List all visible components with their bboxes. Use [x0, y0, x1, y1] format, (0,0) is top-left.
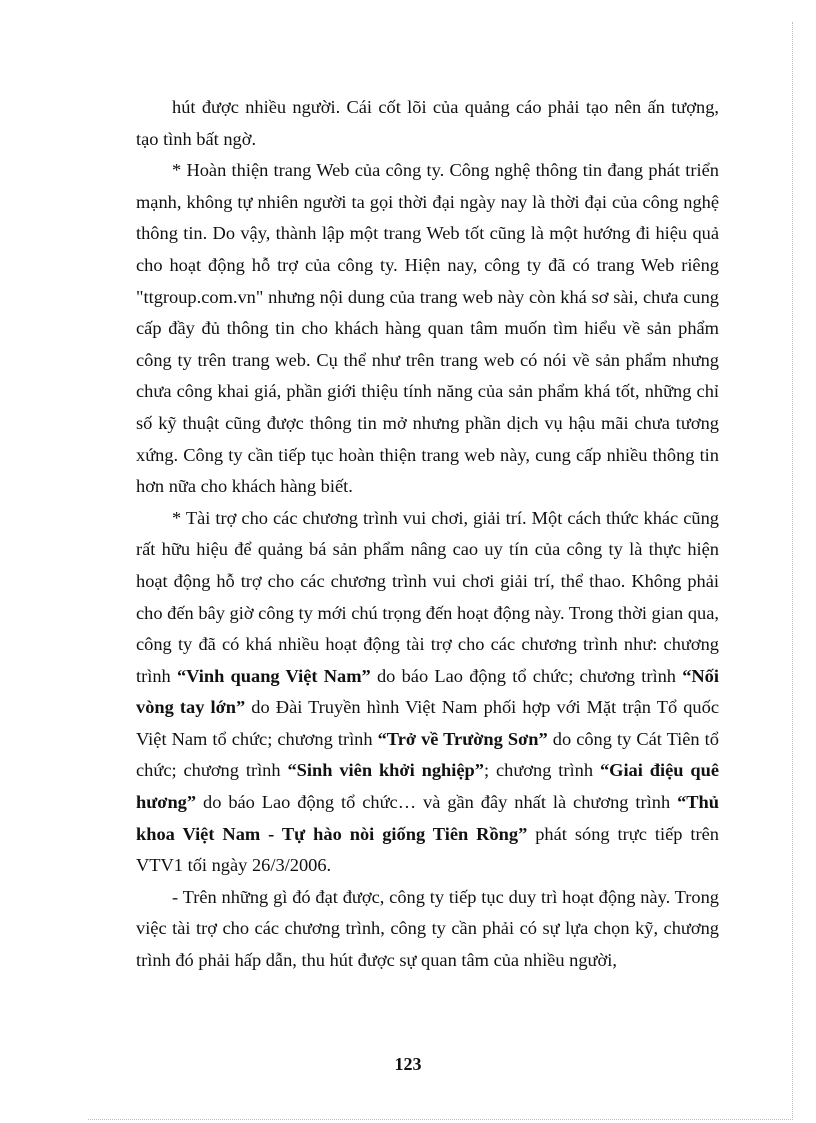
text-run: phát sóng trực tiếp trên VTV1 tối ngày 26/3/2006.: [136, 823, 719, 876]
text-run: - Trên những gì đó đạt được, công ty tiếp tục duy trì hoạt động này. Trong việc tài trợ cho các chương trình, công ty cần phải có sự lựa chọn kỹ, chương trình đó phải hấp dẫn, thu hút được sự quan tâm của nhiều người,: [136, 886, 719, 971]
bold-program-name: “Giai điệu quê hương”: [136, 760, 719, 813]
text-run: do Đài Truyền hình Việt Nam phối hợp với Mặt trận Tổ quốc Việt Nam tổ chức; chương trình: [136, 697, 719, 749]
text-run: hút được nhiều người. Cái cốt lõi của quảng cáo phải tạo nên ấn tượng, tạo tình bất ngờ.: [136, 97, 719, 149]
text-run: * Tài trợ cho các chương trình vui chơi, giải trí. Một cách thức khác cũng rất hữu hiệu để quảng bá sản phẩm nâng cao uy tín của công ty là thực hiện hoạt động hỗ trợ cho các chương trình vui chơi giải trí, thể thao. Không phải cho đến bây giờ công ty mới chú trọng đến hoạt động này. Trong thời gian qua, công ty đã có khá nhiều hoạt động tài trợ cho các chương trình như: chương trình: [136, 507, 719, 686]
paragraph: [136, 503, 719, 882]
body-text: [136, 92, 719, 977]
paragraph: [136, 92, 719, 155]
text-run: ; chương trình: [483, 760, 600, 781]
text-run: * Hoàn thiện trang Web của công ty. Công nghệ thông tin đang phát triển mạnh, không tự nhiên người ta gọi thời đại ngày nay là thời đại của công nghệ thông tin. Do vậy, thành lập một trang Web tốt cũng là một hướng đi hiệu quả cho hoạt động hỗ trợ của công ty. Hiện nay, công ty đã có trang Web riêng "ttgroup.com.vn" nhưng nội dung của trang web này còn khá sơ sài, chưa cung cấp đầy đủ thông tin cho khách hàng quan tâm muốn tìm hiểu về sản phẩm công ty trên trang web. Cụ thể như trên trang web có nói về sản phẩm nhưng chưa công khai giá, phần giới thiệu tính năng của sản phẩm khá tốt, những chỉ số kỹ thuật cũng được thông tin mở nhưng phần dịch vụ hậu mãi chưa tương xứng. Công ty cần tiếp tục hoàn thiện trang web này, cung cấp nhiều thông tin hơn nữa cho khách hàng biết.: [136, 160, 719, 497]
text-run: do báo Lao động tổ chức… và gần đây nhất là chương trình: [196, 792, 678, 813]
text-run: do báo Lao động tổ chức; chương trình: [370, 665, 683, 686]
text-run: do công ty Cát Tiên tổ chức; chương trình: [136, 728, 719, 781]
bold-program-name: “Thủ khoa Việt Nam - Tự hào nòi giống Tiên Rồng”: [136, 792, 719, 844]
paragraph: [136, 155, 719, 503]
bold-program-name: “Vinh quang Việt Nam”: [176, 665, 371, 686]
bold-program-name: “Sinh viên khởi nghiệp”: [287, 760, 484, 781]
paragraph: [136, 882, 719, 977]
bold-program-name: “Trở về Trường Sơn”: [377, 728, 548, 749]
page-number: 123: [394, 1054, 422, 1074]
bold-program-name: “Nối vòng tay lớn”: [136, 665, 719, 718]
